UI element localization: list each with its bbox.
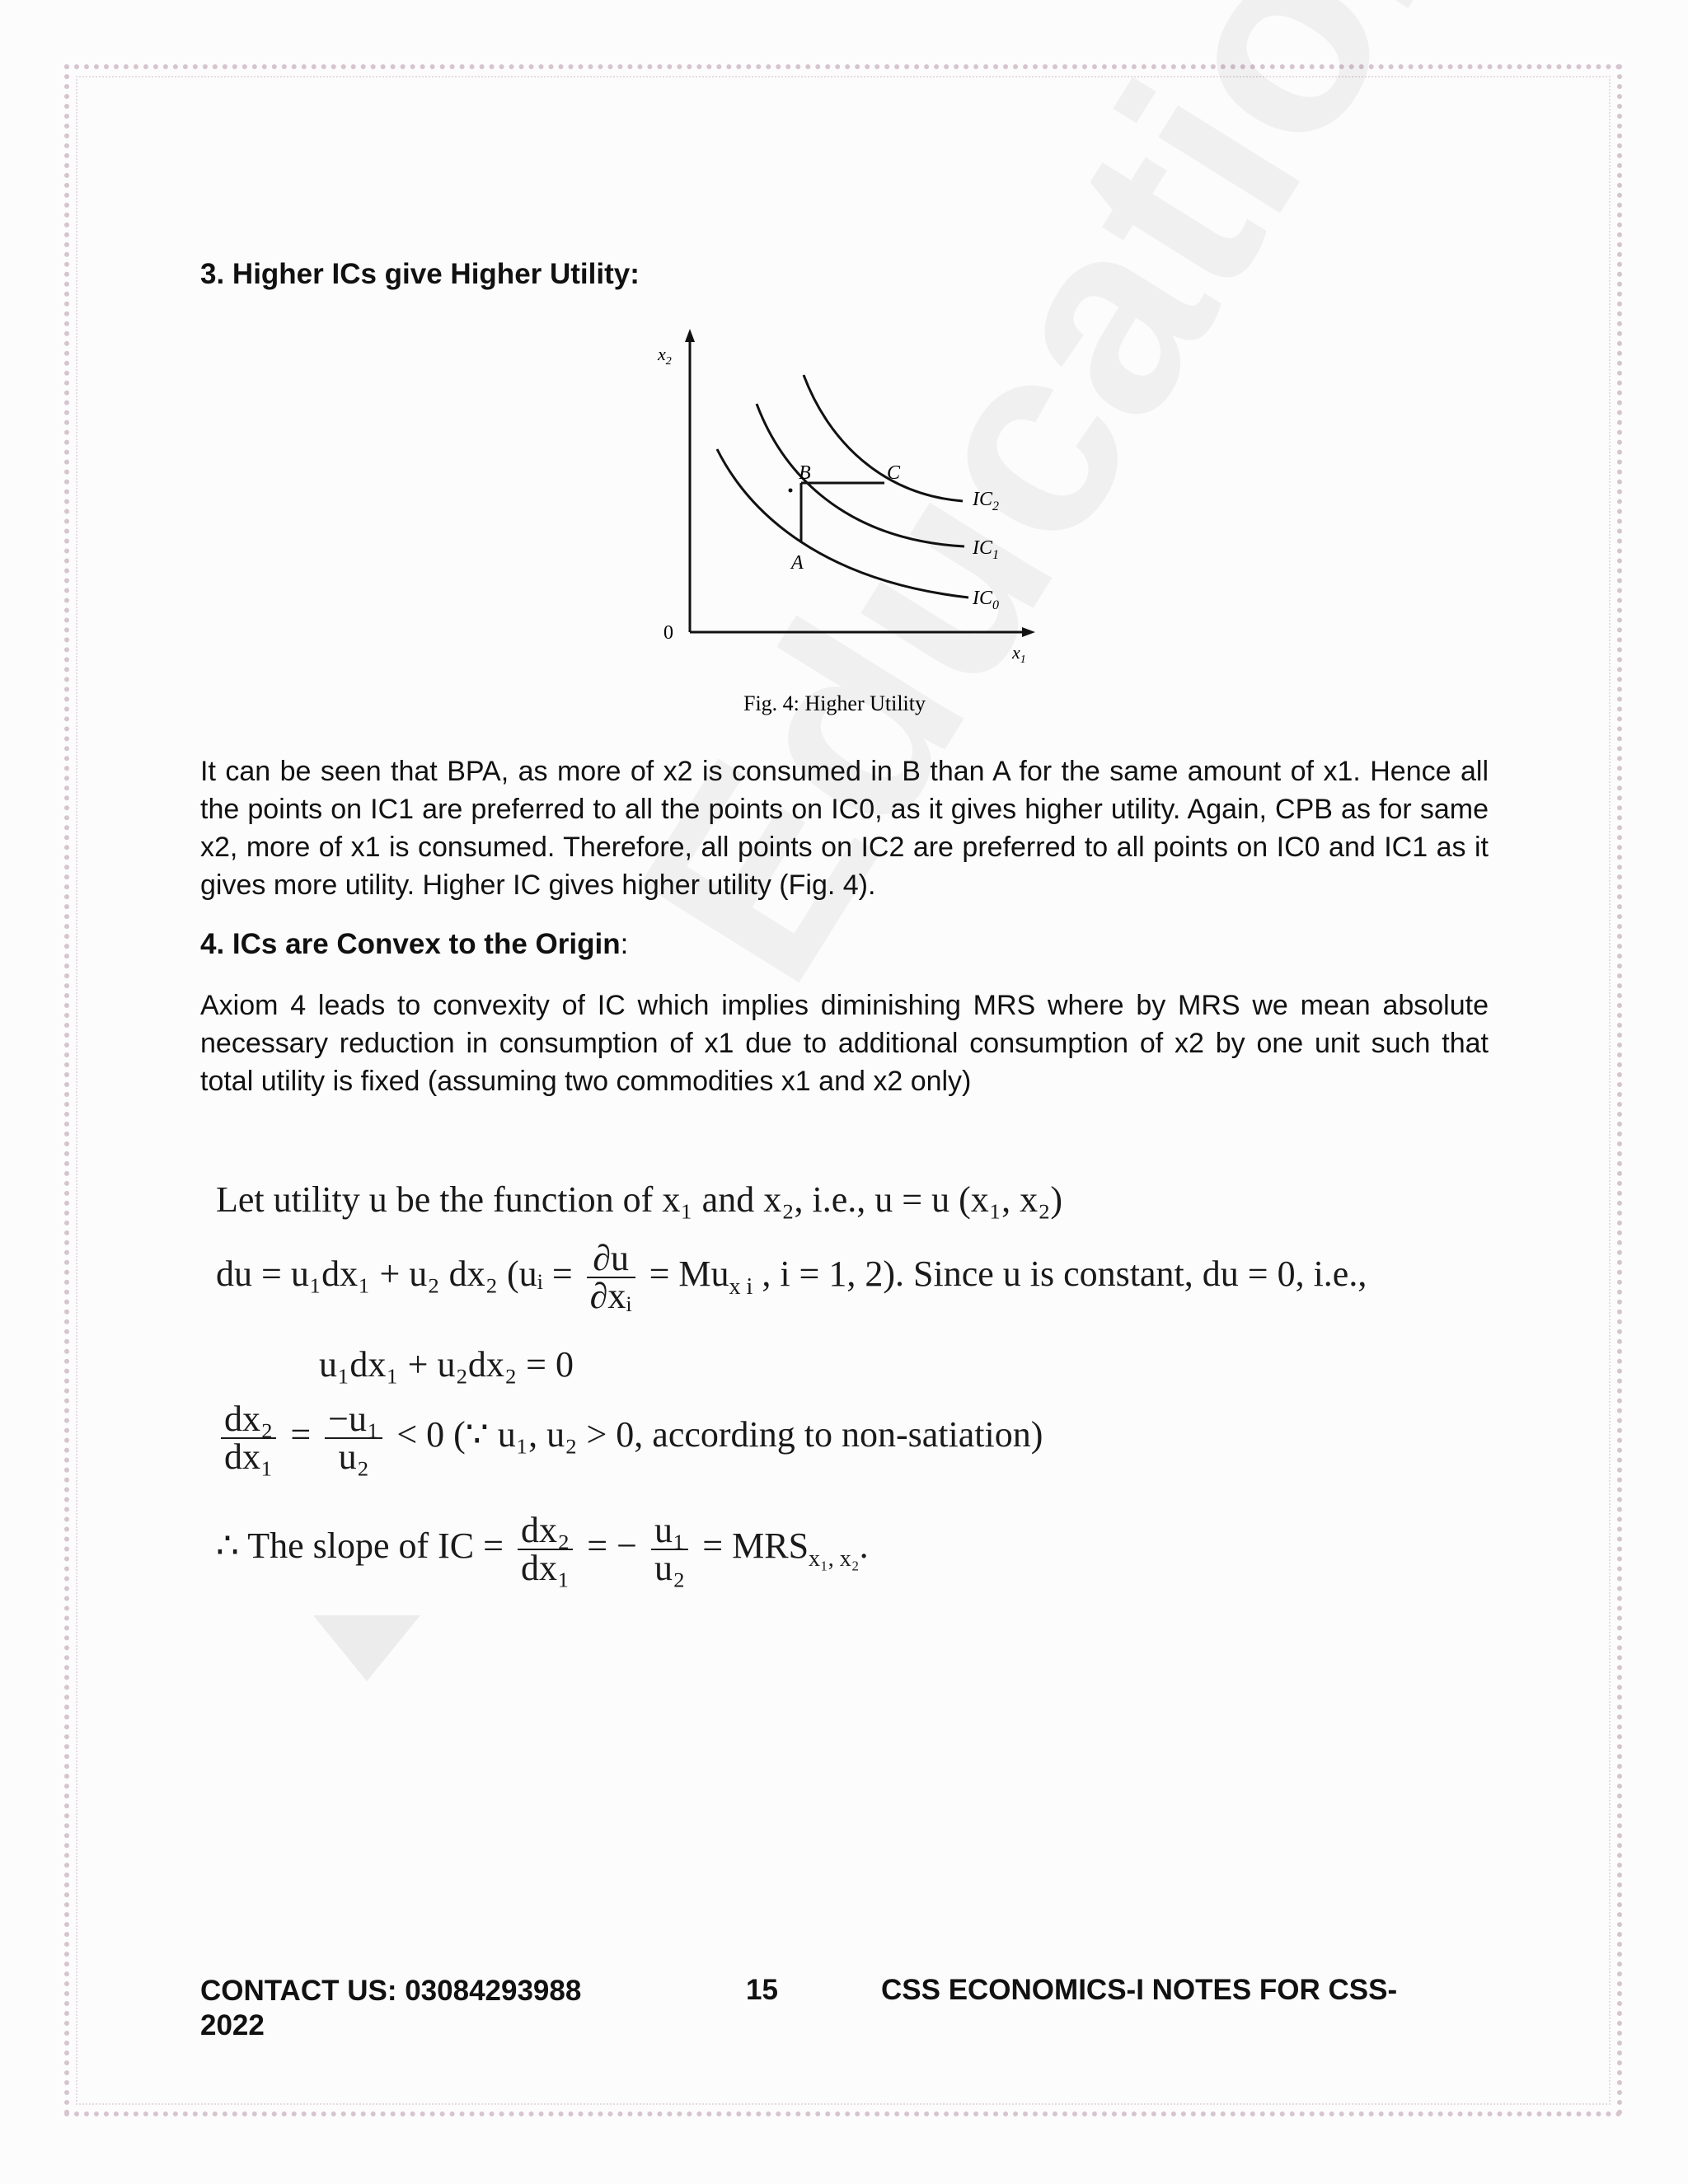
math-line-2-sub: x i bbox=[729, 1273, 753, 1300]
frac-num: dx₂ bbox=[221, 1401, 276, 1439]
math-line-4-eq: = bbox=[290, 1414, 312, 1455]
math-fraction-u1-u2 bbox=[325, 1401, 382, 1475]
math-line-2-b: = Mu bbox=[649, 1254, 729, 1295]
frac-den: u₂ bbox=[338, 1436, 369, 1477]
footer-page-number: 15 bbox=[746, 1974, 778, 2006]
math-line-5 bbox=[216, 1512, 869, 1586]
indifference-curve-figure bbox=[635, 326, 1063, 721]
point-a-label: A bbox=[791, 552, 804, 574]
math-line-2-c: , i = 1, 2). Since u is constant, du = 0, i.e., bbox=[762, 1254, 1367, 1295]
watermark-arrow-icon bbox=[313, 1615, 420, 1681]
figure-caption: Fig. 4: Higher Utility bbox=[743, 691, 926, 715]
footer-title: CSS ECONOMICS-I NOTES FOR CSS- bbox=[881, 1974, 1398, 2006]
math-line-5-d: . bbox=[859, 1526, 869, 1567]
frac-num: u₁ bbox=[651, 1512, 688, 1550]
frac-den: ∂xᵢ bbox=[589, 1276, 632, 1316]
frac-num: dx₂ bbox=[518, 1512, 573, 1550]
ic1-curve bbox=[757, 404, 964, 546]
math-line-2-a: du = u₁dx₁ + u₂ dx₂ (uᵢ = bbox=[216, 1254, 573, 1295]
frac-den: dx₁ bbox=[520, 1548, 570, 1588]
math-line-5-b: = − bbox=[587, 1526, 637, 1567]
paragraph-higher-utility: It can be seen that BPA, as more of x2 is consumed in B than A for the same amount of x1. Hence all the points on IC1 are preferred to all the points on IC0, as it gives higher utility. Again, CPB as for same x2, more of x1 is consumed. Therefore, all points on IC2 are preferred to all points on IC0 and IC1 as it gives more utility. Higher IC gives higher utility (Fig. 4). bbox=[200, 756, 1489, 901]
ic1-label: $IC_1$ bbox=[973, 537, 999, 562]
math-line-5-a: ∴ The slope of IC = bbox=[216, 1526, 504, 1567]
math-line-4 bbox=[216, 1401, 1043, 1475]
x-axis-label: $x_1$ bbox=[1012, 642, 1026, 666]
math-fraction-du-dxi bbox=[587, 1240, 635, 1315]
x-axis-arrow bbox=[1022, 627, 1035, 637]
section-heading-convex-colon: : bbox=[620, 928, 629, 960]
math-fraction-slope bbox=[518, 1512, 573, 1586]
math-line-5-sub: x₁, x₂ bbox=[809, 1545, 860, 1572]
point-b-label: B bbox=[799, 462, 811, 484]
point-c-label: C bbox=[887, 462, 901, 484]
y-axis-arrow bbox=[685, 329, 695, 342]
frac-den: u₂ bbox=[654, 1548, 686, 1588]
ic2-label: $IC_2$ bbox=[973, 489, 999, 513]
section-heading-convex-text: 4. ICs are Convex to the Origin bbox=[200, 928, 621, 960]
footer-year: 2022 bbox=[200, 2009, 265, 2041]
footer-contact-text: CONTACT US: 03084293988 bbox=[200, 1975, 582, 2007]
math-line-3: u₁dx₁ + u₂dx₂ = 0 bbox=[319, 1344, 574, 1385]
math-fraction-mu bbox=[651, 1512, 688, 1586]
math-line-1: Let utility u be the function of x₁ and x₂, i.e., u = u (x₁, x₂) bbox=[216, 1179, 1063, 1220]
frac-den: dx₁ bbox=[224, 1436, 274, 1477]
origin-label: 0 bbox=[663, 622, 673, 644]
y-axis-label: $x_2$ bbox=[658, 344, 672, 368]
point-dot bbox=[789, 489, 793, 493]
math-line-4-c: < 0 (∵ u₁, u₂ > 0, according to non-satiation) bbox=[396, 1414, 1043, 1455]
math-line-5-c: = MRS bbox=[702, 1526, 809, 1567]
frac-num: −u₁ bbox=[325, 1401, 382, 1439]
footer-contact bbox=[200, 1974, 581, 2043]
math-line-2 bbox=[216, 1240, 1367, 1315]
ic0-label: $IC_0$ bbox=[973, 588, 999, 612]
math-fraction-dx2-dx1 bbox=[221, 1401, 276, 1475]
frac-num: ∂u bbox=[587, 1240, 635, 1278]
section-heading-higher-ics: 3. Higher ICs give Higher Utility: bbox=[200, 258, 640, 290]
paragraph-convexity: Axiom 4 leads to convexity of IC which implies diminishing MRS where by MRS we mean absolute necessary reduction in consumption of x1 due to additional consumption of x2 by one unit such that total utility is fixed (assuming two commodities x1 and x2 only) bbox=[200, 990, 1489, 1097]
section-heading-convex bbox=[200, 928, 628, 961]
ic0-curve bbox=[717, 449, 968, 598]
